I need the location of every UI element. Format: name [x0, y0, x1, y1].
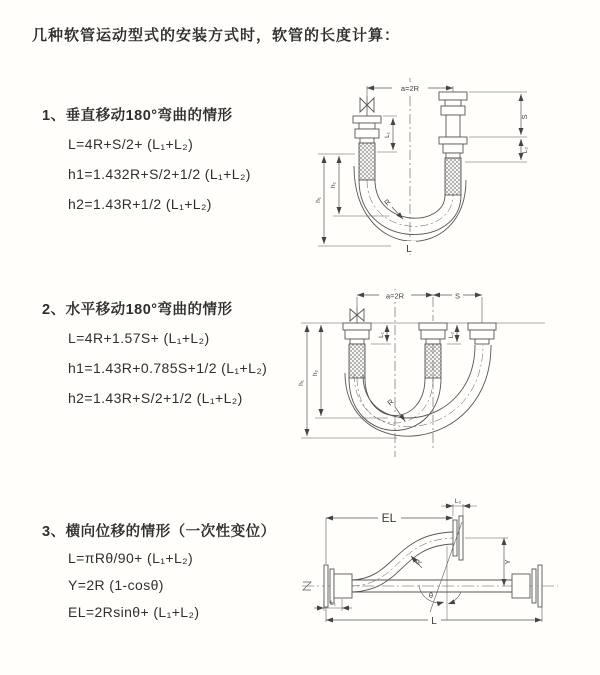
- d3-dim-y: Y: [503, 559, 512, 565]
- section-3-heading: 3、横向位移的情形（一次性变位）: [42, 524, 276, 540]
- d1-dim-r: R: [382, 197, 393, 208]
- d3-dim-l1: L₁: [330, 600, 336, 607]
- d1-dim-s: S: [520, 114, 529, 120]
- d2-dim-l2: L₂: [448, 331, 455, 339]
- braided-hose-section: [349, 344, 365, 378]
- section-2-heading: 2、水平移动180°弯曲的情形: [42, 302, 233, 318]
- valve-icon: [360, 98, 367, 112]
- d3-dim-l2: L₂: [454, 498, 462, 505]
- d1-dim-l1: L₁: [384, 132, 391, 138]
- d2-dim-a2r: a=2R: [385, 291, 405, 301]
- hose-curve: [352, 532, 453, 580]
- section-1-formula-h1: h1=1.432R+S/2+1/2 (L₁+L₂): [68, 166, 251, 182]
- d1-dim-l: L: [406, 244, 412, 255]
- d1-linework: [318, 78, 527, 256]
- page-title: 几种软管运动型式的安装方式时，软管的长度计算：: [32, 27, 401, 44]
- d1-dim-h1: h₁: [315, 197, 322, 203]
- section-2-formula-h2: h2=1.43R+S/2+1/2 (L₁+L₂): [68, 390, 243, 406]
- d3-dim-r: R: [413, 557, 424, 568]
- section-2-formula-h1: h1=1.43R+0.785S+1/2 (L₁+L₂): [68, 360, 268, 376]
- section-3-formula-Y: Y=2R (1-cosθ): [68, 577, 164, 593]
- d3-dim-theta: θ: [428, 591, 434, 600]
- section-1-formula-L: L=4R+S/2+ (L₁+L₂): [68, 136, 194, 152]
- valve-icon: [350, 309, 357, 321]
- section-1-heading: 1、垂直移动180°弯曲的情形: [42, 108, 233, 124]
- d2-dim-h2: h₂: [312, 369, 319, 377]
- diagram-vertical-180-bend: [293, 66, 559, 258]
- section-3-formula-EL: EL=2Rsinθ+ (L₁+L₂): [68, 604, 200, 620]
- braided-hose-section: [359, 143, 375, 180]
- section-2-formula-L: L=4R+1.57S+ (L₁+L₂): [68, 330, 210, 346]
- d3-linework: [302, 504, 558, 626]
- diagram-lateral-displacement: [298, 494, 600, 658]
- d2-linework: [301, 289, 545, 457]
- d3-dim-l: L: [431, 616, 437, 627]
- d1-dim-a2r: a=2R: [400, 84, 420, 93]
- d2-dim-h1: h₁: [298, 380, 305, 386]
- section-1-formula-h2: h2=1.43R+1/2 (L₁+L₂): [68, 196, 212, 212]
- d2-dim-s: S: [454, 291, 461, 301]
- d1-dim-l2: L₂: [522, 146, 529, 154]
- d2-dim-r: R: [385, 397, 396, 408]
- section-3-formula-L: L=πRθ/90+ (L₁+L₂): [68, 550, 194, 566]
- diagram-horizontal-180-bend: [293, 281, 569, 461]
- d3-dim-el: EL: [381, 511, 397, 525]
- d2-dim-l1: L₁: [378, 332, 385, 338]
- d1-dim-h2: h₂: [330, 181, 337, 189]
